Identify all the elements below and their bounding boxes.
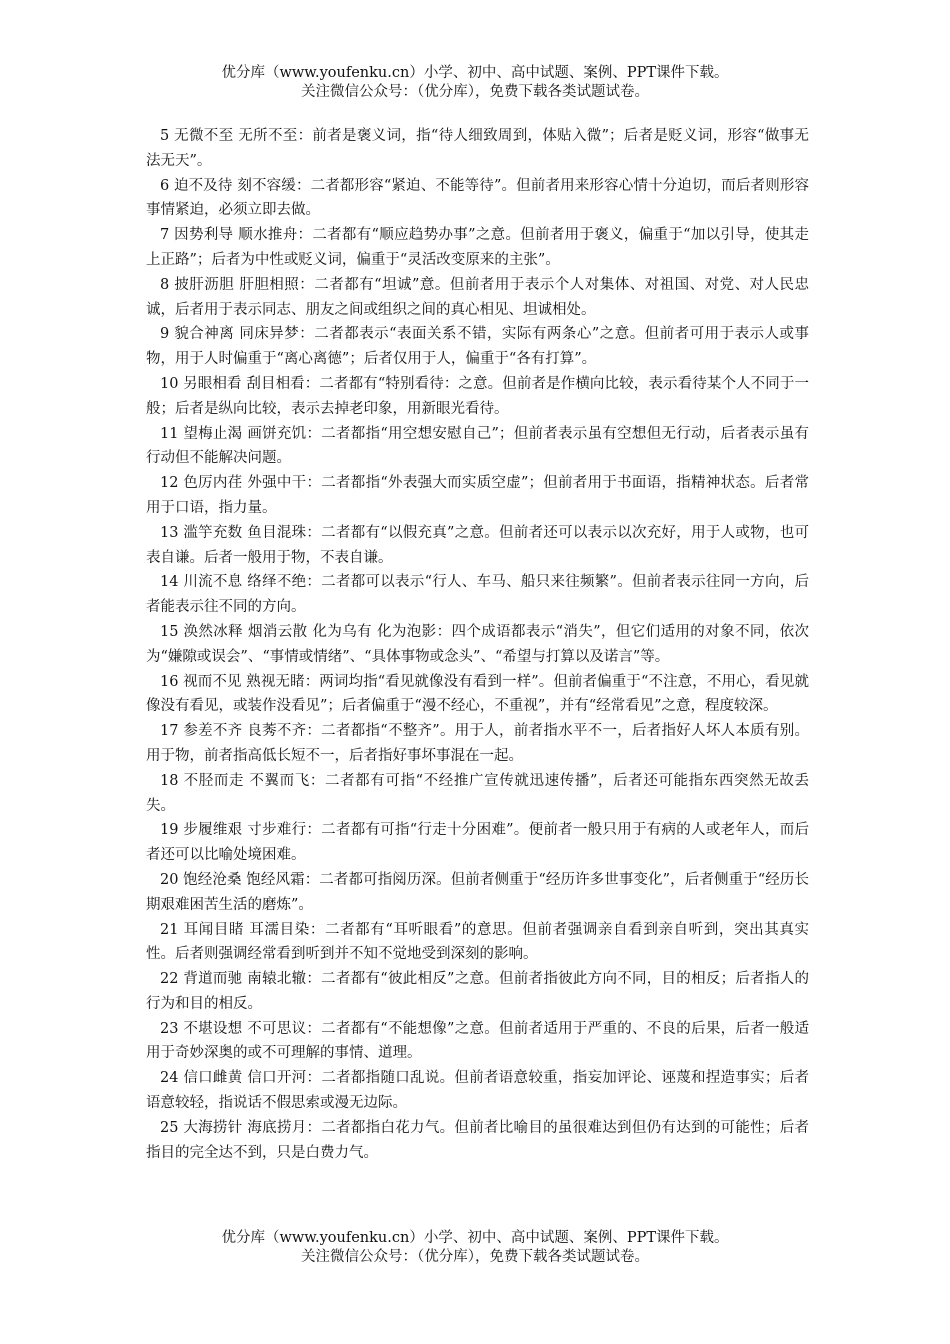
- idiom-entry-25: 25 大海捞针 海底捞月：二者都指白花力气。但前者比喻目的虽很难达到但仍有达到的可能性；后者指目的完全达不到，只是白费力气。: [146, 1119, 809, 1161]
- idiom-entry-10: 10 另眼相看 刮目相看：二者都有“特别看待：之意。但前者是作横向比较，表示看待某个人不同于一般；后者是纵向比较，表示去掉老印象，用新眼光看待。: [146, 375, 809, 417]
- header-line-1: 优分库（www.youfenku.cn）小学、初中、高中试题、案例、PPT课件下载。: [221, 65, 729, 81]
- idiom-entry-11: 11 望梅止渴 画饼充饥：二者都指“用空想安慰自己”；但前者表示虽有空想但无行动，后者表示虽有行动但不能解决问题。: [146, 425, 809, 467]
- idiom-entry-8: 8 披肝沥胆 肝胆相照：二者都有“坦诚”意。但前者用于表示个人对集体、对祖国、对党、对人民忠诚，后者用于表示同志、朋友之间或组织之间的真心相见、坦诚相处。: [146, 276, 809, 318]
- idiom-entry-14: 14 川流不息 络绎不绝：二者都可以表示“行人、车马、船只来往频繁”。但前者表示往同一方向，后者能表示往不同的方向。: [146, 574, 809, 616]
- page-footer: [0, 1229, 950, 1267]
- idiom-entry-22: 22 背道而驰 南辕北辙：二者都有“彼此相反”之意。但前者指彼此方向不同，目的相反；后者指人的行为和目的相反。: [146, 971, 809, 1012]
- document-body: [146, 124, 809, 1165]
- idiom-entry-16: 16 视而不见 熟视无睹：两词均指“看见就像没有看到一样”。但前者偏重于“不注意，不用心，看见就像没有看见，或装作没看见”；后者偏重于“漫不经心，不重视”，并有“经常看见”之意，程度较深。: [146, 673, 809, 715]
- idiom-entry-17: 17 参差不齐 良莠不齐：二者都指“不整齐”。用于人，前者指水平不一，后者指好人坏人本质有别。用于物，前者指高低长短不一，后者指好事坏事混在一起。: [146, 723, 809, 764]
- idiom-entry-5: 5 无微不至 无所不至：前者是褒义词，指“待人细致周到，体贴入微”；后者是贬义词，形容“做事无法无天”。: [146, 128, 809, 169]
- idiom-entry-13: 13 滥竽充数 鱼目混珠：二者都有“以假充真”之意。但前者还可以表示以次充好，用于人或物，也可表自谦。后者一般用于物，不表自谦。: [146, 524, 809, 566]
- idiom-entry-7: 7 因势利导 顺水推舟：二者都有“顺应趋势办事”之意。但前者用于褒义，偏重于“加以引导，使其走上正路”；后者为中性或贬义词，偏重于“灵活改变原来的主张”。: [146, 227, 809, 268]
- idiom-entry-20: 20 饱经沧桑 饱经风霜：二者都可指阅历深。但前者侧重于“经历许多世事变化”，后者侧重于“经历长期艰难困苦生活的磨炼”。: [146, 871, 809, 913]
- idiom-entry-24: 24 信口雌黄 信口开河：二者都指随口乱说。但前者语意较重，指妄加评论、诬蔑和捏造事实；后者语意较轻，指说话不假思索或漫无边际。: [146, 1070, 809, 1112]
- header-line-2: 关注微信公众号：（优分库），免费下载各类试题试卷。: [301, 84, 649, 100]
- footer-line-1: 优分库（www.youfenku.cn）小学、初中、高中试题、案例、PPT课件下载。: [221, 1230, 729, 1246]
- idiom-entry-6: 6 迫不及待 刻不容缓：二者都形容“紧迫、不能等待”。但前者用来形容心情十分迫切，而后者则形容事情紧迫，必须立即去做。: [146, 177, 809, 219]
- footer-line-2: 关注微信公众号：（优分库），免费下载各类试题试卷。: [301, 1249, 649, 1265]
- idiom-entry-23: 23 不堪设想 不可思议：二者都有“不能想像”之意。但前者适用于严重的、不良的后果，后者一般适用于奇妙深奥的或不可理解的事情、道理。: [146, 1020, 809, 1062]
- idiom-entry-12: 12 色厉内荏 外强中干：二者都指“外表强大而实质空虚”；但前者用于书面语，指精神状态。后者常用于口语，指力量。: [146, 475, 809, 516]
- page-header: [0, 64, 950, 102]
- idiom-entry-19: 19 步履维艰 寸步难行：二者都有可指“行走十分困难”。便前者一般只用于有病的人或老年人，而后者还可以比喻处境困难。: [146, 822, 809, 864]
- idiom-entry-15: 15 涣然冰释 烟消云散 化为乌有 化为泡影：四个成语都表示“消失”，但它们适用的对象不同，依次为“嫌隙或误会”、“事情或情绪”、“具体事物或念头”、“希望与打算以及诺言”等。: [146, 623, 809, 665]
- idiom-entry-21: 21 耳闻目睹 耳濡目染：二者都有“耳听眼看”的意思。但前者强调亲自看到亲自听到，突出其真实性。后者则强调经常看到听到并不知不觉地受到深刻的影响。: [146, 921, 809, 963]
- idiom-entry-9: 9 貌合神离 同床异梦：二者都表示“表面关系不错，实际有两条心”之意。但前者可用于表示人或事物，用于人时偏重于“离心离德”；后者仅用于人，偏重于“各有打算”。: [146, 326, 809, 368]
- idiom-entry-18: 18 不胫而走 不翼而飞：二者都有可指“不经推广宣传就迅速传播”，后者还可能指东西突然无故丢失。: [146, 772, 809, 814]
